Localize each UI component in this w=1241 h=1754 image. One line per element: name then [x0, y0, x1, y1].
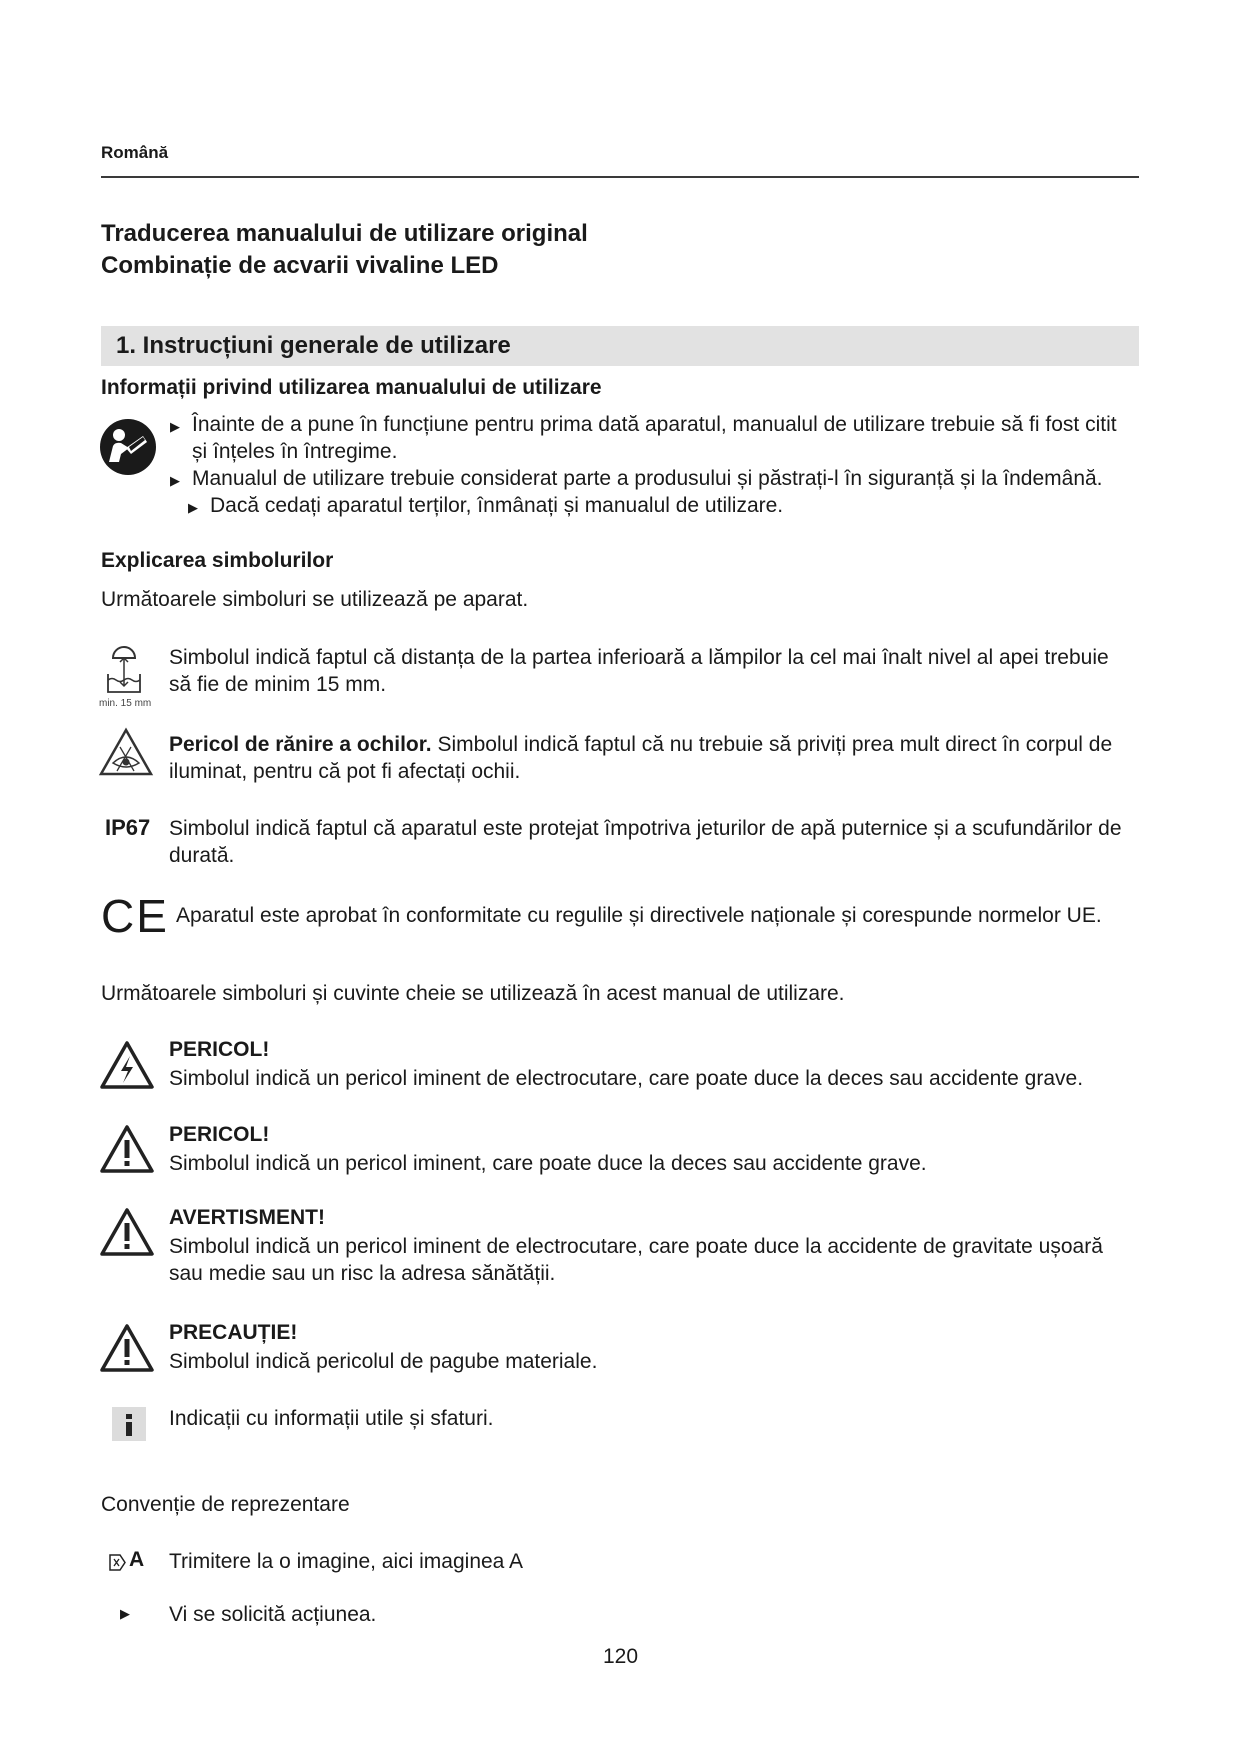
electric-hazard-icon: [99, 1040, 155, 1090]
eye-hazard-line2: iluminat, pentru că pot fi afectați ochii.: [169, 760, 521, 783]
ip67-line2: durată.: [169, 844, 235, 867]
eye-hazard-bold: Pericol de rănire a ochilor.: [169, 733, 432, 756]
symbols-intro: Următoarele simboluri se utilizează pe aparat.: [101, 588, 529, 611]
keywords-intro: Următoarele simboluri și cuvinte cheie se utilizează în acest manual de utilizare.: [101, 982, 845, 1005]
bullet-arrow-icon: ▶: [170, 419, 180, 434]
bullet-arrow-icon: ▶: [170, 473, 180, 488]
manual-bullet-2-text: Manualul de utilizare trebuie considerat parte a produsului și păstrați-l în siguranță și la îndemână.: [192, 467, 1103, 490]
read-manual-icon: [99, 418, 157, 476]
ce-text: Aparatul este aprobat în conformitate cu regulile și directivele naționale și corespunde normelor UE.: [176, 904, 1102, 927]
document-title-line1: Traducerea manualului de utilizare original: [101, 220, 588, 247]
language-label: Română: [101, 143, 169, 162]
caution-text: Simbolul indică pericolul de pagube materiale.: [169, 1350, 598, 1373]
water-distance-icon: [104, 646, 144, 696]
figure-reference-label: A: [129, 1548, 145, 1571]
page-number: 120: [602, 1645, 639, 1668]
eye-hazard-line1: [169, 731, 1112, 758]
ip67-label: IP67: [105, 815, 151, 840]
manual-bullet-1: [170, 411, 1117, 440]
manual-bullet-1-text: Înainte de a pune în funcțiune pentru prima dată aparatul, manualul de utilizare trebuie să fi fost citit: [192, 413, 1117, 436]
warning-icon: [99, 1207, 155, 1257]
manual-bullet-2: [170, 465, 1103, 494]
danger-text: Simbolul indică un pericol iminent, care poate duce la deces sau accidente grave.: [169, 1152, 927, 1175]
manual-bullet-3-text: Dacă cedați aparatul terților, înmânați și manualul de utilizare.: [210, 494, 784, 517]
warning-title: AVERTISMENT!: [169, 1206, 325, 1229]
eye-hazard-icon: [98, 727, 154, 777]
distance-line2: să fie de minim 15 mm.: [169, 673, 387, 696]
action-arrow-icon: ▶: [120, 1606, 130, 1621]
symbols-heading: Explicarea simbolurilor: [101, 549, 334, 572]
danger-electric-title: PERICOL!: [169, 1038, 270, 1061]
water-distance-icon-label: min. 15 mm: [99, 698, 152, 709]
warning-line1: Simbolul indică un pericol iminent de electrocutare, care poate duce la accidente de gravitate ușoară: [169, 1235, 1103, 1258]
section-title: 1. Instrucțiuni generale de utilizare: [116, 332, 511, 359]
conventions-heading: Convenție de reprezentare: [101, 1493, 350, 1516]
figure-reference-icon: [109, 1554, 126, 1571]
ce-mark-icon: CE: [101, 890, 169, 942]
manual-bullet-3: [188, 492, 783, 521]
warning-line2: sau medie sau un risc la adresa sănătății.: [169, 1262, 556, 1285]
figure-reference-text: Trimitere la o imagine, aici imaginea A: [169, 1550, 524, 1573]
document-title-line2: Combinație de acvarii vivaline LED: [101, 252, 499, 279]
danger-electric-text: Simbolul indică un pericol iminent de electrocutare, care poate duce la deces sau accidente grave.: [169, 1067, 1084, 1090]
ip67-line1: Simbolul indică faptul că aparatul este protejat împotriva jeturilor de apă puternice și a scufundărilor de: [169, 817, 1122, 840]
action-text: Vi se solicită acțiunea.: [169, 1603, 377, 1626]
manual-bullet-1-cont: și înțeles în întregime.: [192, 440, 398, 463]
eye-hazard-rest: Simbolul indică faptul că nu trebuie să priviți prea mult direct în corpul de: [431, 733, 1113, 756]
bullet-arrow-icon: ▶: [188, 500, 198, 515]
info-icon: [112, 1407, 146, 1441]
caution-icon: [99, 1323, 155, 1373]
header-rule: [101, 176, 1139, 178]
manual-info-heading: Informații privind utilizarea manualului de utilizare: [101, 376, 602, 399]
caution-title: PRECAUȚIE!: [169, 1321, 298, 1344]
danger-warning-icon: [99, 1124, 155, 1174]
danger-title: PERICOL!: [169, 1123, 270, 1146]
info-text: Indicații cu informații utile și sfaturi.: [169, 1407, 494, 1430]
distance-line1: Simbolul indică faptul că distanța de la partea inferioară a lămpilor la cel mai înalt nivel al apei trebuie: [169, 646, 1109, 669]
